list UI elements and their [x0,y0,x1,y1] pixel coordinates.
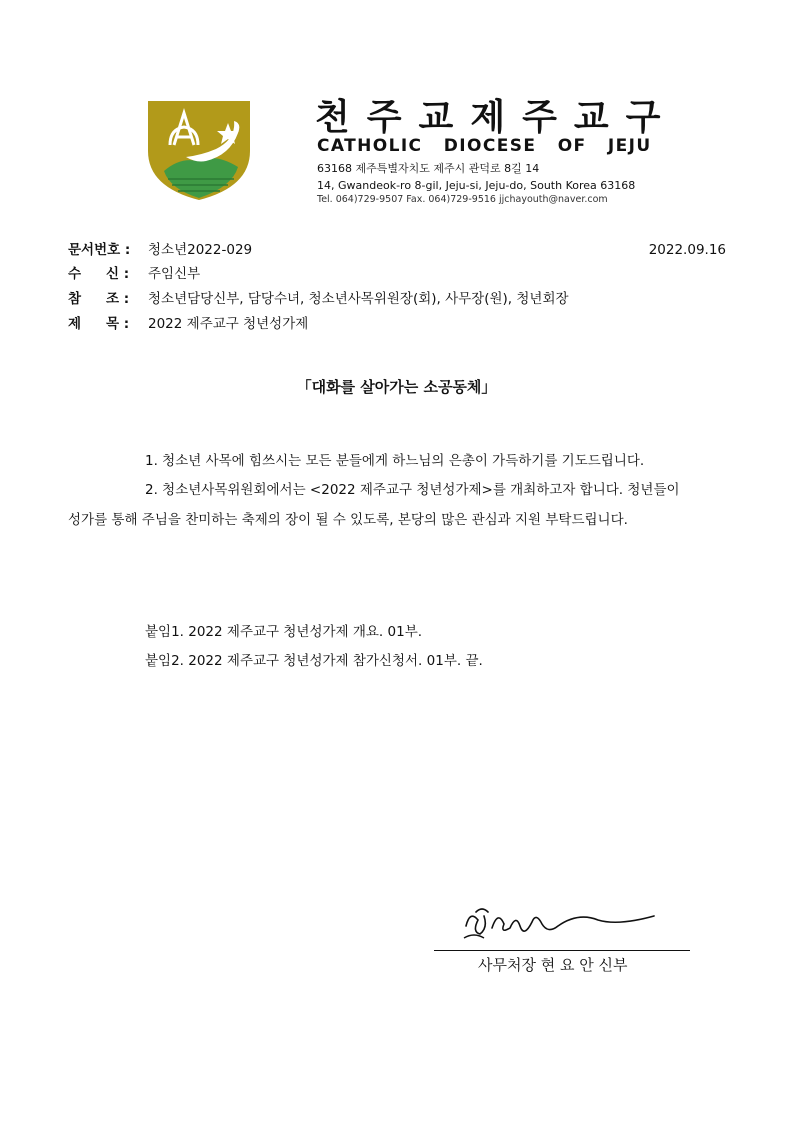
recipient-row [68,266,200,283]
body-paragraph-2-line-2: 성가를 통해 주님을 찬미하는 축제의 장이 될 수 있도록, 본당의 많은 관심과 지원 부탁드립니다. [68,512,628,528]
body-paragraph-2-line-1: 2. 청소년사목위원회에서는 <2022 제주교구 청년성가제>를 개최하고자 합니다. 청년들이 [145,482,680,498]
signature-line [434,950,690,951]
reference-row [68,291,569,308]
doc-number: 청소년2022-029 [148,242,253,258]
address-english: 14, Gwandeok-ro 8-gil, Jeju-si, Jeju-do, South Korea 63168 [317,179,636,192]
recipient: 주임신부 [148,266,201,282]
subject-row [68,316,308,333]
attachment-2: 붙임2. 2022 제주교구 청년성가제 참가신청서. 01부. 끝. [145,653,483,669]
contact-info: Tel. 064)729-9507 Fax. 064)729-9516 jjchayouth@naver.com [317,194,608,205]
doc-number-row [68,242,252,259]
handwritten-signature [458,898,658,948]
address-korean: 63168 제주특별자치도 제주시 관덕로 8길 14 [317,162,540,175]
motto: 「대화를 살아가는 소공동체」 [296,378,497,396]
doc-number-label: 문서번호 : [68,242,131,258]
org-title: 천주교제주교구 [315,97,678,138]
attachment-1: 붙임1. 2022 제주교구 청년성가제 개요. 01부. [145,624,423,640]
body-paragraph-1: 1. 청소년 사목에 힘쓰시는 모든 분들에게 하느님의 은총이 가득하기를 기도드립니다. [145,453,645,469]
reference: 청소년담당신부, 담당수녀, 청소년사목위원장(회), 사무장(원), 청년회장 [148,291,569,307]
subject: 2022 제주교구 청년성가제 [148,316,309,332]
diocese-emblem-icon [146,99,252,201]
reference-label: 참 조 : [68,291,130,307]
doc-date: 2022.09.16 [648,242,726,258]
recipient-label: 수 신 : [68,266,130,282]
org-subtitle: CATHOLIC DIOCESE OF JEJU [317,136,652,156]
signer-name: 사무처장 현 요 안 신부 [478,956,628,974]
subject-label: 제 목 : [68,316,130,332]
